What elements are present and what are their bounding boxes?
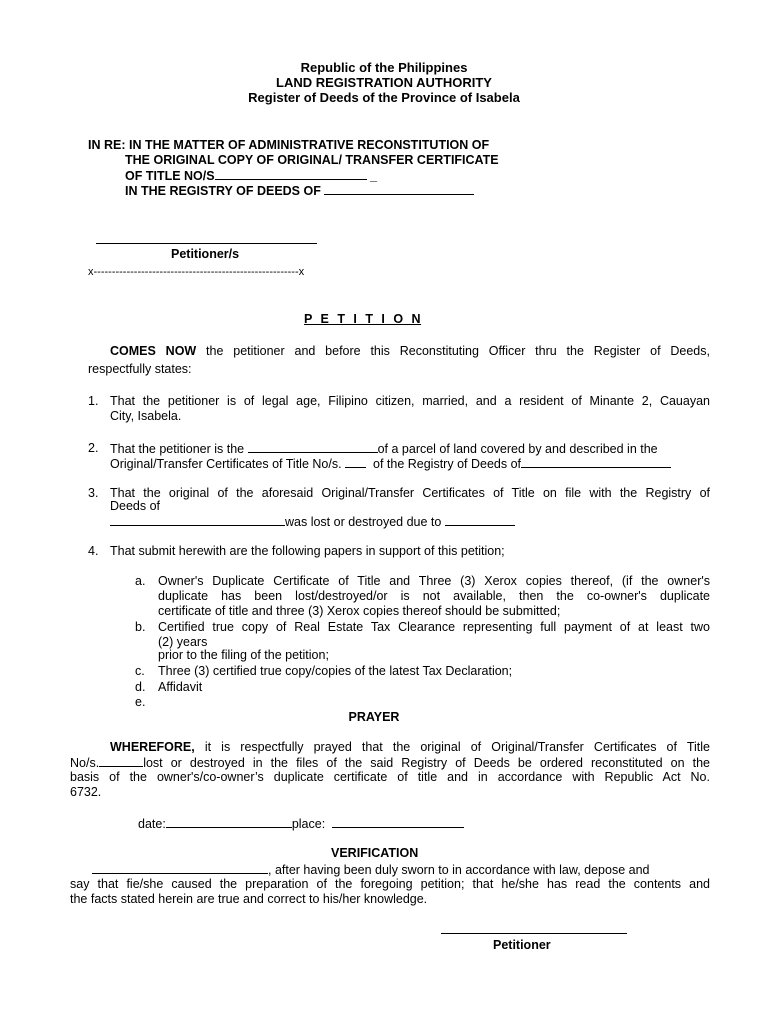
date-place-line: date: place:: [138, 816, 464, 832]
item-1-number: 1.: [88, 394, 99, 408]
item-1-line-2: City, Isabela.: [110, 409, 182, 423]
deeds-of-blank: [110, 514, 285, 526]
item-2-line-1: That the petitioner is the of a parcel of land covered by and described in the: [110, 442, 658, 456]
caption-line-1: IN RE: IN THE MATTER OF ADMINISTRATIVE RECONSTITUTION OF: [88, 138, 490, 152]
item-3-line-1: That the original of the aforesaid Original/Transfer Certificates of Title on file with the Registry of: [110, 486, 710, 500]
caption-line-3: OF TITLE NO/S _: [125, 169, 378, 183]
subitem-b-label: b.: [135, 620, 146, 634]
header-register: Register of Deeds of the Province of Isabela: [248, 90, 520, 105]
prayer-line-4: 6732.: [70, 785, 102, 799]
petitioner-label: Petitioner/s: [171, 247, 240, 261]
signature-line: [441, 933, 627, 934]
item-4-line: That submit herewith are the following papers in support of this petition;: [110, 544, 505, 558]
subitem-b-line-3: prior to the filing of the petition;: [158, 648, 329, 662]
date-blank: [166, 816, 292, 828]
affiant-name-blank: [92, 862, 268, 874]
registry-of-deeds-blank: [521, 456, 671, 468]
subitem-d-line-1: Affidavit: [158, 680, 203, 694]
intro-line-2: respectfully states:: [88, 362, 192, 376]
separator-line: x--------------------------------------------------------x: [88, 266, 305, 278]
title-no-blank: [345, 456, 366, 468]
prayer-line-3: basis of the owner's/co-owner’s duplicate certificate of title and in accordance with Republic Act No.: [70, 770, 710, 784]
signature-label: Petitioner: [493, 938, 551, 952]
subitem-a-line-3: certificate of title and three (3) Xerox copies thereof should be submitted;: [158, 604, 561, 618]
verification-line-2: say that fie/she caused the preparation of the foregoing petition; that he/she has read the contents and: [70, 877, 710, 891]
item-3-line-2: Deeds of: [110, 499, 161, 513]
caption-line-2: THE ORIGINAL COPY OF ORIGINAL/ TRANSFER CERTIFICATE: [125, 153, 499, 167]
prayer-line-2: No/s. lost or destroyed in the files of the said Registry of Deeds be ordered reconstituted on the: [70, 756, 710, 770]
item-2-line-2: Original/Transfer Certificates of Title No/s. of the Registry of Deeds of: [110, 456, 671, 472]
registry-blank: [324, 183, 474, 195]
verification-line-1: , after having been duly sworn to in accordance with law, depose and: [92, 862, 650, 878]
subitem-c-label: c.: [135, 664, 145, 678]
verification-line-3: the facts stated herein are true and correct to his/her knowledge.: [70, 892, 428, 906]
item-2-number: 2.: [88, 441, 99, 455]
place-blank: [332, 816, 464, 828]
intro-line-1: COMES NOW the petitioner and before this Reconstituting Officer thru the Register of Deeds,: [110, 344, 710, 358]
title-number-blank: [215, 168, 367, 180]
subitem-a-line-2: duplicate has been lost/destroyed/or is not available, then the co-owner's duplicate: [158, 589, 710, 603]
item-3-number: 3.: [88, 486, 99, 500]
subitem-b-line-1: Certified true copy of Real Estate Tax Clearance representing full payment of at least two: [158, 620, 710, 634]
prayer-title-no-blank: [99, 755, 143, 767]
item-4-number: 4.: [88, 544, 99, 558]
verification-title: VERIFICATION: [331, 846, 419, 860]
caption-line-4: IN THE REGISTRY OF DEEDS OF: [125, 183, 474, 199]
prayer-title: PRAYER: [348, 710, 400, 724]
cause-blank: [445, 514, 515, 526]
item-1-line-1: That the petitioner is of legal age, Filipino citizen, married, and a resident of Minante 2, Cauayan: [110, 394, 710, 408]
petition-title: P E T I T I O N: [304, 312, 422, 326]
header-agency: LAND REGISTRATION AUTHORITY: [276, 75, 492, 90]
header-republic: Republic of the Philippines: [300, 60, 468, 75]
subitem-b-line-2: (2) years: [158, 635, 208, 649]
petitioner-capacity-blank: [248, 441, 378, 453]
petitioner-name-line: [96, 243, 317, 244]
subitem-d-label: d.: [135, 680, 146, 694]
subitem-a-line-1: Owner's Duplicate Certificate of Title and Three (3) Xerox copies thereof, (if the owner's: [158, 574, 710, 588]
subitem-a-label: a.: [135, 574, 146, 588]
prayer-line-1: WHEREFORE, it is respectfully prayed that the original of Original/Transfer Certificates of Title: [110, 740, 710, 754]
subitem-e-label: e.: [135, 695, 146, 709]
item-3-line-3: was lost or destroyed due to: [110, 514, 515, 530]
subitem-c-line-1: Three (3) certified true copy/copies of the latest Tax Declaration;: [158, 664, 513, 678]
